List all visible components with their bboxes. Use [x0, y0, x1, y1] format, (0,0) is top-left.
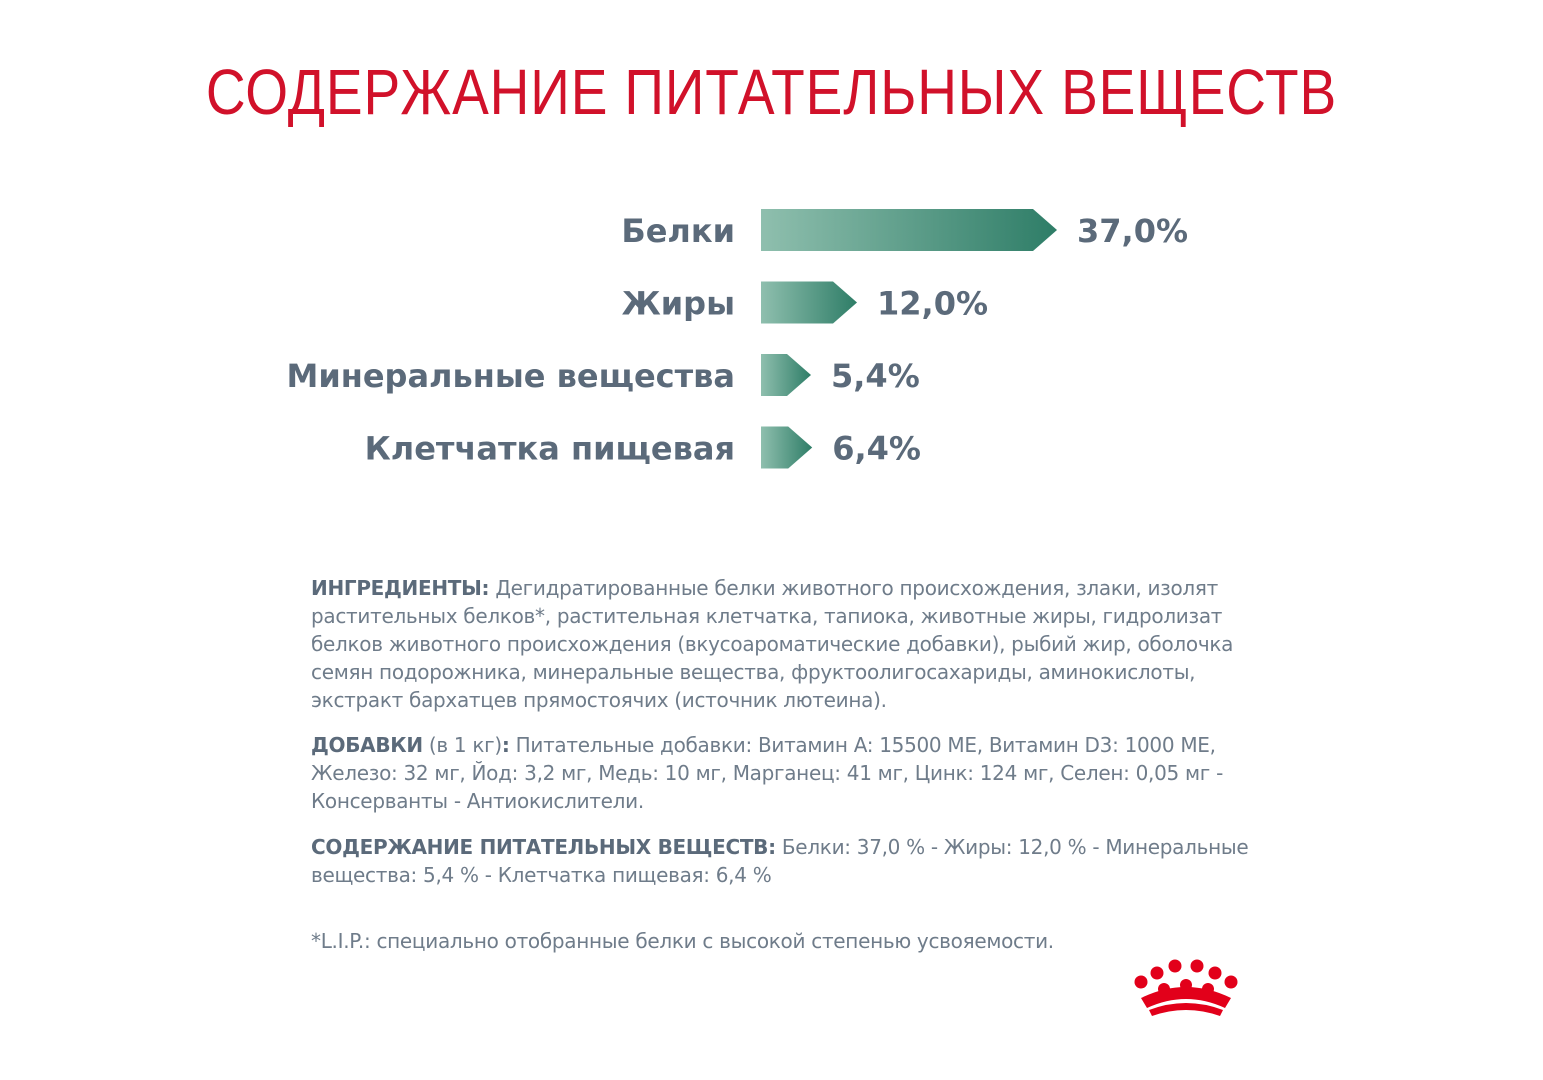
bar [761, 209, 1057, 251]
bar [761, 282, 857, 324]
additives-colon: : [501, 733, 510, 757]
category-label: Жиры [621, 284, 735, 323]
additives-heading: ДОБАВКИ [311, 733, 423, 757]
value-label: 12,0% [877, 284, 989, 323]
nutrients-paragraph [311, 833, 1251, 889]
ingredients-paragraph [311, 574, 1251, 714]
value-label: 5,4% [831, 357, 920, 395]
bar [761, 354, 811, 396]
nutrients-heading: СОДЕРЖАНИЕ ПИТАТЕЛЬНЫХ ВЕЩЕСТВ: [311, 835, 776, 859]
category-label: Белки [621, 212, 735, 250]
value-label: 37,0% [1077, 212, 1189, 250]
additives-qualifier: (в 1 кг) [428, 733, 502, 757]
additives-paragraph [311, 731, 1251, 815]
category-label: Клетчатка пищевая [364, 429, 735, 468]
category-label: Минеральные вещества [286, 357, 735, 395]
crown-icon [1127, 958, 1245, 1022]
page-title: СОДЕРЖАНИЕ ПИТАТЕЛЬНЫХ ВЕЩЕСТВ [205, 56, 1338, 128]
ingredients-text: Дегидратированные белки животного происхождения, злаки, изолят растительных белков*, растительная клетчатка, тапиока, животные жиры, гидролизат белков животного происхождения (вкусоароматические добавки), рыбий жир, оболочка семян подорожника, минеральные вещества, фруктоолигосахариды, аминокислоты, экстракт бархатцев прямостоячих (источник лютеина). [311, 576, 1234, 712]
ingredients-heading: ИНГРЕДИЕНТЫ: [311, 576, 490, 600]
nutrients-text: Белки: 37,0 % - Жиры: 12,0 % - Минеральные вещества: 5,4 % - Клетчатка пищевая: 6,4 % [311, 835, 1249, 887]
value-label: 6,4% [832, 429, 921, 468]
footnote: *L.I.P.: специально отобранные белки с высокой степенью усвояемости. [311, 929, 1054, 953]
bar [761, 427, 812, 469]
additives-text: Питательные добавки: Витамин A: 15500 МЕ, Витамин D3: 1000 МЕ, Железо: 32 мг, Йод: 3,2 мг, Медь: 10 мг, Марганец: 41 мг, Цинк: 124 мг, Селен: 0,05 мг - Консерванты - Антиокислители. [311, 733, 1223, 813]
